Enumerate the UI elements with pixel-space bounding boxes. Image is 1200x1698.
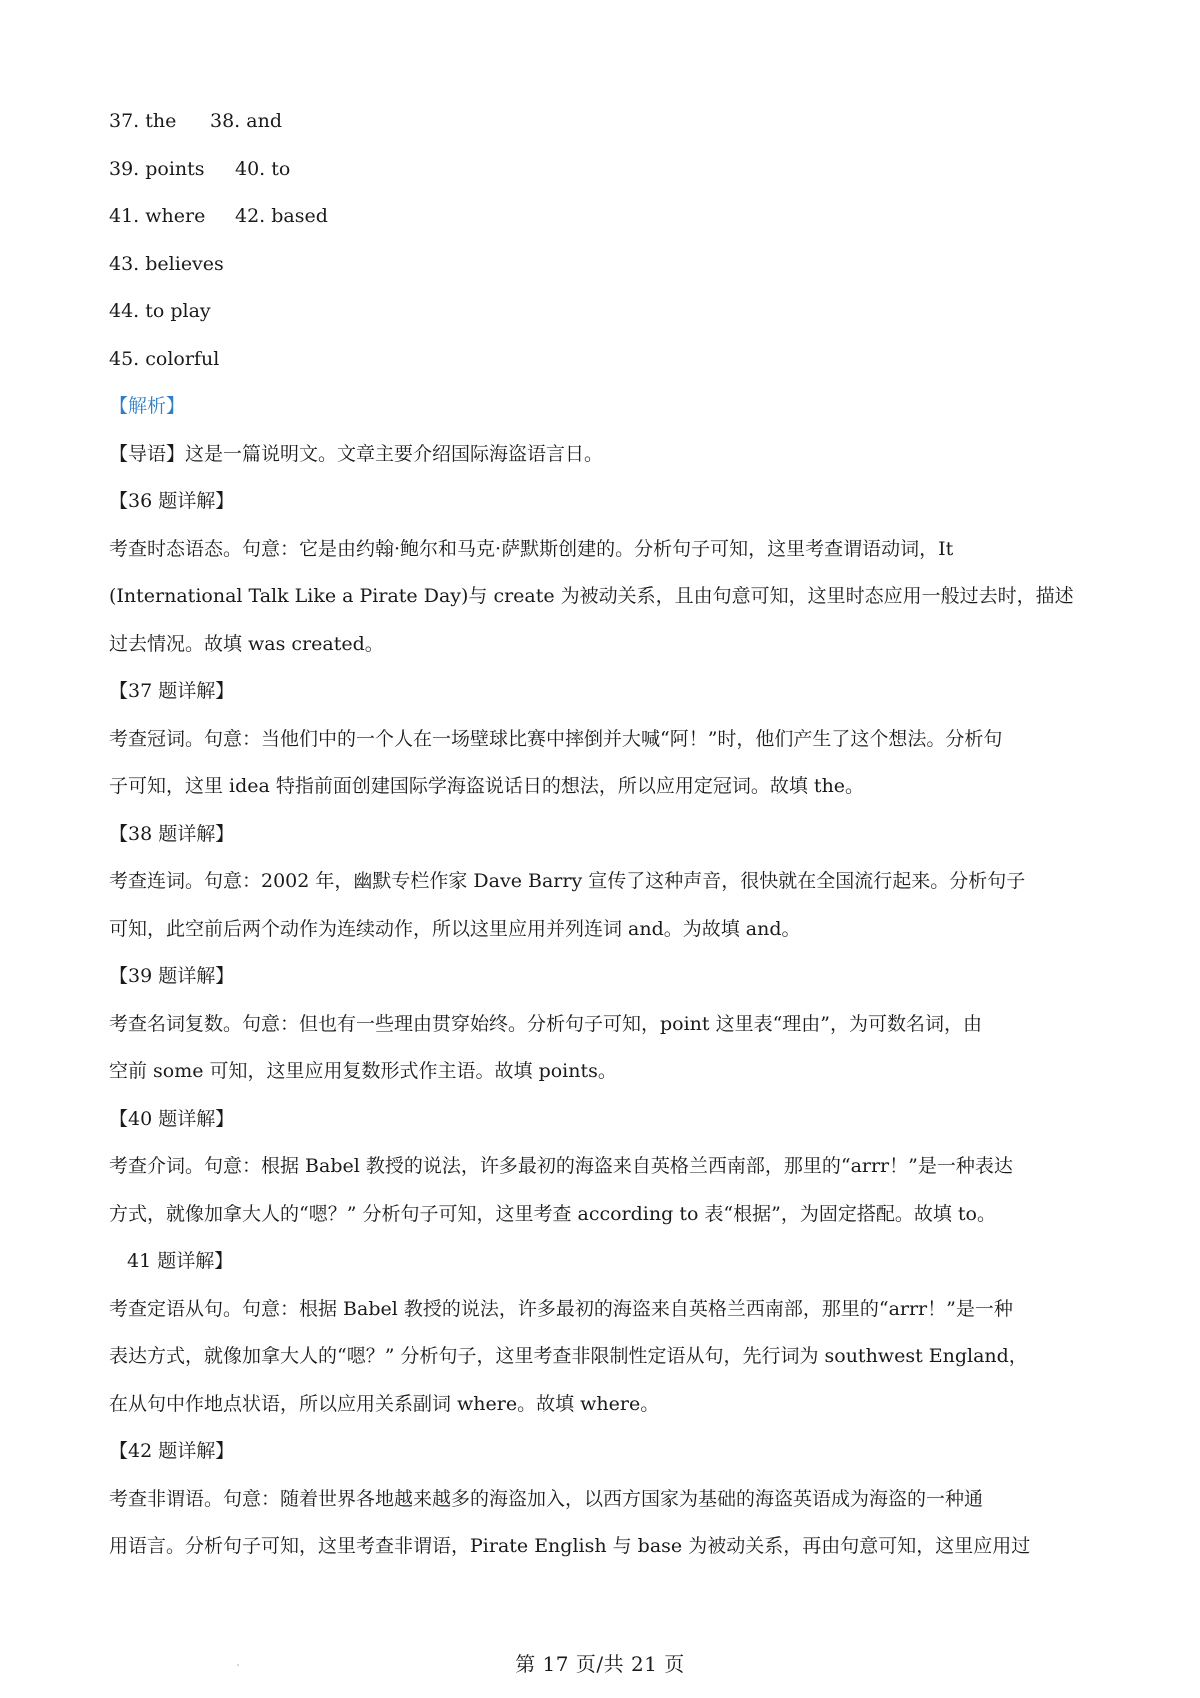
answer-44: 44. to play [109, 300, 211, 322]
q36-line: (International Talk Like a Pirate Day)与 create 为被动关系，且由句意可知，这里时态应用一般过去时，描述 [109, 585, 1074, 607]
q41-line: 在从句中作地点状语，所以应用关系副词 where。故填 where。 [109, 1392, 660, 1415]
q38-line: 可知，此空前后两个动作为连续动作，所以这里应用并列连词 and。为故填 and。 [109, 917, 801, 940]
answer-row [109, 193, 1109, 241]
q42-line: 用语言。分析句子可知，这里考查非谓语，Pirate English 与 base 为被动关系，再由句意可知，这里应用过 [109, 1535, 1031, 1557]
q39-line: 空前 some 可知，这里应用复数形式作主语。故填 points。 [109, 1060, 617, 1082]
answer-row [109, 146, 1109, 194]
lead-paragraph: 【导语】这是一篇说明文。文章主要介绍国际海盗语言日。 [109, 442, 604, 465]
q39-heading: 【39 题详解】 [109, 965, 235, 987]
document-content [109, 98, 1109, 1571]
answer-37: 37. the [109, 110, 177, 132]
q42-heading: 【42 题详解】 [109, 1440, 235, 1462]
q39-line: 考查名词复数。句意：但也有一些理由贯穿始终。分析句子可知，point 这里表“理由”，为可数名词，由 [109, 1012, 983, 1035]
q37-line: 子可知，这里 idea 特指前面创建国际学海盗说话日的想法，所以应用定冠词。故填 the。 [109, 775, 865, 797]
q38-heading: 【38 题详解】 [109, 822, 235, 845]
q40-line: 考查介词。句意：根据 Babel 教授的说法，许多最初的海盗来自英格兰西南部，那里的“arrr！”是一种表达 [109, 1155, 1013, 1177]
answer-39: 39. points [109, 157, 205, 180]
q36-heading: 【36 题详解】 [109, 490, 235, 512]
answer-41: 41. where [109, 205, 206, 227]
q41-line: 考查定语从句。句意：根据 Babel 教授的说法，许多最初的海盗来自英格兰西南部，那里的“arrr！”是一种 [109, 1297, 1013, 1320]
q38-line: 考查连词。句意：2002 年，幽默专栏作家 Dave Barry 宣传了这种声音，很快就在全国流行起来。分析句子 [109, 870, 1026, 892]
answer-row [109, 98, 1109, 146]
answer-42: 42. based [235, 205, 328, 227]
q40-line: 方式，就像加拿大人的“嗯？” 分析句子可知，这里考查 according to 表“根据”，为固定搭配。故填 to。 [109, 1202, 996, 1225]
jiexi-label: 【解析】 [109, 395, 186, 417]
q41-heading: 41 题详解】 [127, 1250, 234, 1272]
page-footer: 第 17 页/共 21 页 [515, 1652, 685, 1676]
answer-45: 45. colorful [109, 347, 220, 370]
q37-line: 考查冠词。句意：当他们中的一个人在一场壁球比赛中摔倒并大喊“阿！”时，他们产生了这个想法。分析句 [109, 727, 1003, 750]
q36-line: 过去情况。故填 was created。 [109, 632, 384, 655]
q37-heading: 【37 题详解】 [109, 680, 235, 702]
answer-43: 43. believes [109, 252, 224, 275]
q36-line: 考查时态语态。句意：它是由约翰·鲍尔和马克·萨默斯创建的。分析句子可知，这里考查谓语动词，It [109, 537, 954, 560]
q41-line: 表达方式，就像加拿大人的“嗯？” 分析句子，这里考查非限制性定语从句，先行词为 southwest England， [109, 1345, 1028, 1367]
q42-line: 考查非谓语。句意：随着世界各地越来越多的海盗加入，以西方国家为基础的海盗英语成为海盗的一种通 [109, 1487, 984, 1510]
q40-heading: 【40 题详解】 [109, 1107, 235, 1130]
answer-38: 38. and [210, 110, 282, 132]
answer-40: 40. to [235, 157, 291, 180]
